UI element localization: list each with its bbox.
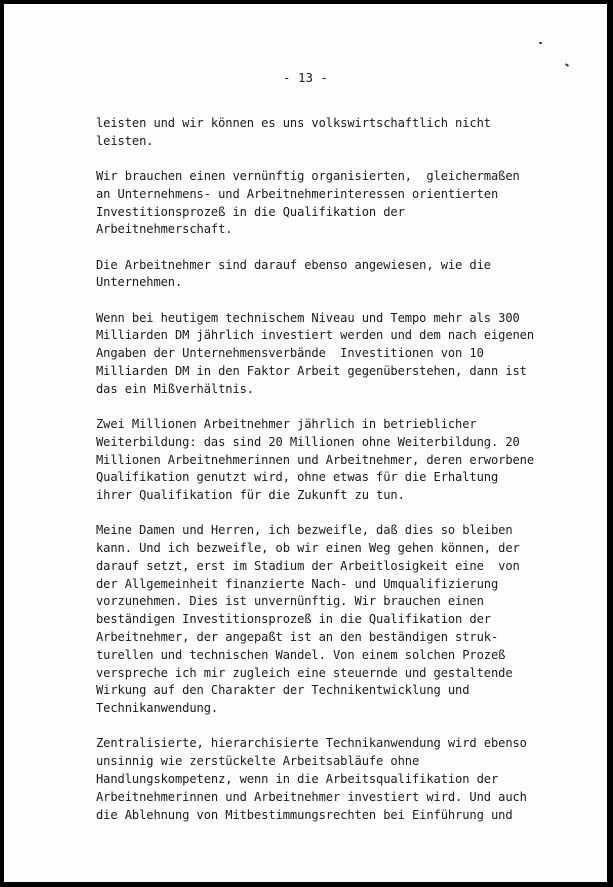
scan-speck-mark <box>539 42 542 44</box>
text-line: turellen und technischen Wandel. Von einem solchen Prozeß <box>96 647 506 662</box>
scan-speck-mark <box>565 63 569 67</box>
paragraph <box>96 257 566 293</box>
text-line: der Allgemeinheit finanzierte Nach- und Umqualifizierung <box>96 576 499 591</box>
text-line: Qualifikation genutzt wird, ohne etwas für die Erhaltung <box>96 470 499 485</box>
paragraph <box>96 735 566 824</box>
text-line: Unternehmen. <box>96 275 183 290</box>
paragraph <box>96 310 566 399</box>
text-line: Millionen Arbeitnehmerinnen und Arbeitnehmer, deren erworbene <box>96 452 535 467</box>
text-line: Wenn bei heutigem technischem Niveau und Tempo mehr als 300 <box>96 310 520 325</box>
text-line: darauf setzt, erst im Stadium der Arbeitlosigkeit eine von <box>96 558 520 573</box>
document-page <box>4 4 607 882</box>
text-line: Arbeitnehmerinnen und Arbeitnehmer investiert wird. Und auch <box>96 789 527 804</box>
text-line: die Ablehnung von Mitbestimmungsrechten bei Einführung und <box>96 807 513 822</box>
paragraph <box>96 416 566 505</box>
text-line: Angaben der Unternehmensverbände Investitionen von 10 <box>96 346 484 361</box>
text-line: beständigen Investitionsprozeß in die Qualifikation der <box>96 612 491 627</box>
text-line: Arbeitnehmer, der angepaßt ist an den beständigen struk- <box>96 630 499 645</box>
text-line: unsinnig wie zerstückelte Arbeitsabläufe ohne <box>96 754 420 769</box>
text-line: Milliarden DM jährlich investiert werden und dem nach eigenen <box>96 328 535 343</box>
text-line: das ein Mißverhältnis. <box>96 381 254 396</box>
body-text <box>96 115 566 842</box>
text-line: Zentralisierte, hierarchisierte Technikanwendung wird ebenso <box>96 736 527 751</box>
text-line: leisten und wir können es uns volkswirtschaftlich nicht <box>96 116 491 130</box>
paragraph <box>96 522 566 718</box>
page-number: - 13 - <box>282 70 329 85</box>
text-line: Technikanwendung. <box>96 701 219 716</box>
text-line: kann. Und ich bezweifle, ob wir einen Weg gehen können, der <box>96 541 520 556</box>
text-line: Milliarden DM in den Faktor Arbeit gegenüberstehen, dann ist <box>96 363 527 378</box>
text-line: an Unternehmens- und Arbeitnehmerinteressen orientierten <box>96 186 499 201</box>
text-line: Meine Damen und Herren, ich bezweifle, daß dies so bleiben <box>96 523 513 538</box>
text-line: vorzunehmen. Dies ist unvernünftig. Wir brauchen einen <box>96 594 484 609</box>
text-line: Arbeitnehmerschaft. <box>96 222 233 237</box>
text-line: Wirkung auf den Charakter der Technikentwicklung und <box>96 683 470 698</box>
text-line: leisten. <box>96 133 154 148</box>
text-line: verspreche ich mir zugleich eine steuernde und gestaltende <box>96 665 513 680</box>
text-line: ihrer Qualifikation für die Zukunft zu tun. <box>96 488 405 503</box>
text-line: Handlungskompetenz, wenn in die Arbeitsqualifikation der <box>96 772 499 787</box>
text-line: Die Arbeitnehmer sind darauf ebenso angewiesen, wie die <box>96 257 491 272</box>
text-line: Wir brauchen einen vernünftig organisierten, gleichermaßen <box>96 168 520 183</box>
text-line: Zwei Millionen Arbeitnehmer jährlich in betrieblicher <box>96 416 477 431</box>
text-line: Investitionsprozeß in die Qualifikation der <box>96 204 405 219</box>
paragraph <box>96 115 566 151</box>
paragraph <box>96 168 566 239</box>
text-line: Weiterbildung: das sind 20 Millionen ohne Weiterbildung. 20 <box>96 434 520 449</box>
